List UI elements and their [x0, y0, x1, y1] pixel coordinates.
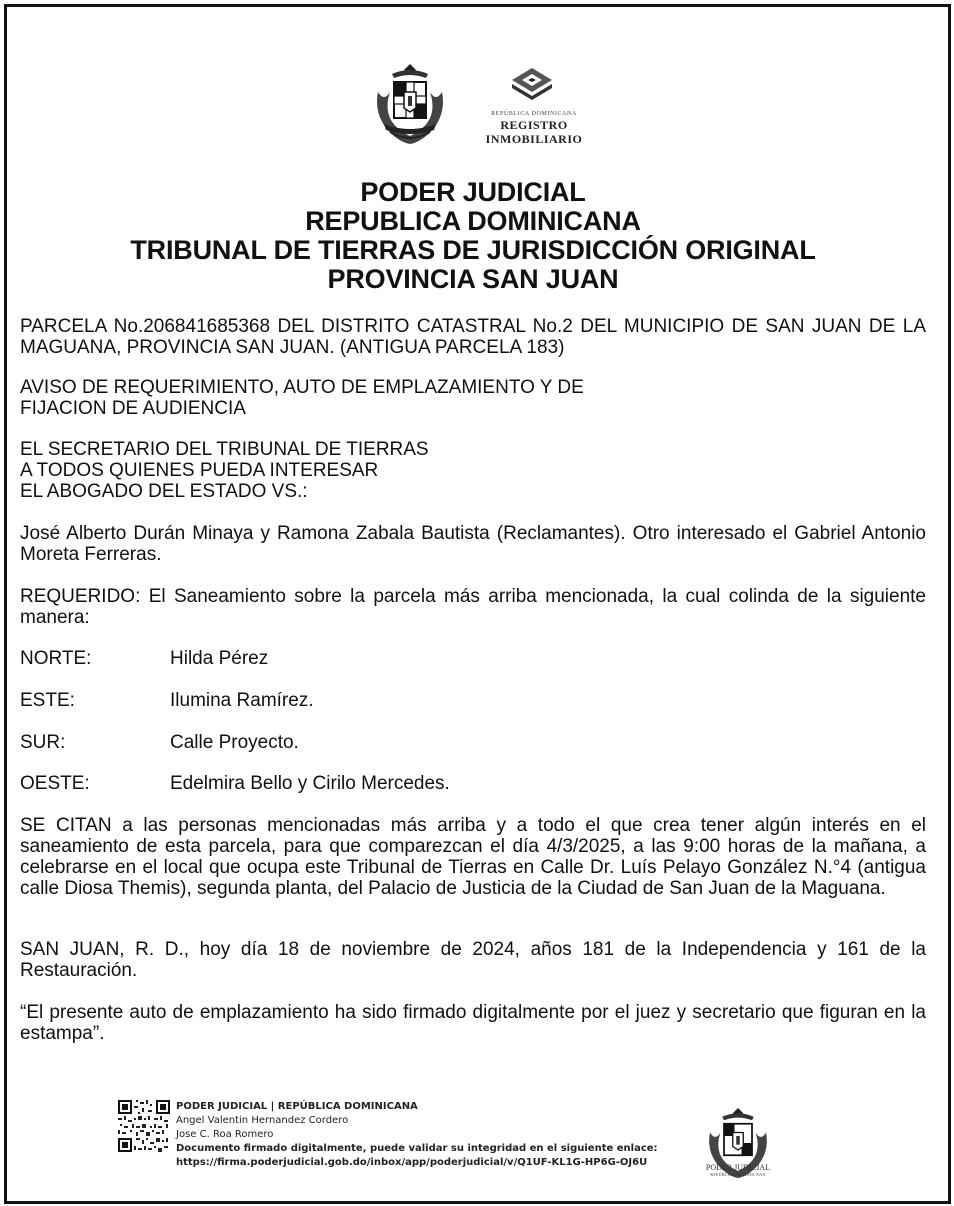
boundary-east	[20, 690, 314, 711]
secretario-paragraph	[20, 439, 926, 502]
secretario-line-3: EL ABOGADO DEL ESTADO VS.:	[20, 481, 308, 502]
signature-notice: Documento firmado digitalmente, puede validar su integridad en el siguiente enlace:	[176, 1143, 658, 1154]
registro-logo-line2: REGISTRO	[500, 118, 568, 132]
boundary-south	[20, 732, 299, 753]
signer-2: Jose C. Roa Romero	[176, 1129, 274, 1140]
validation-link[interactable]: https://firma.poderjudicial.gob.do/inbox/app/poderjudicial/v/Q1UF-KL1G-HP6G-OJ6U	[176, 1157, 648, 1168]
citation-paragraph: SE CITAN a las personas mencionadas más arriba y a todo el que crea tener algún interés en el saneamiento de esta parcela, para que comparezcan el día 4/3/2025, a las 9:00 horas de la mañana, a celebrarse en el local que ocupa este Tribunal de Tierras en Calle Dr. Luís Pelayo González N.°4 (antigua calle Diosa Themis), segunda planta, del Palacio de Justicia de la Ciudad de San Juan de la Maguana.	[20, 815, 926, 899]
boundary-direction: ESTE:	[20, 690, 75, 711]
requerido-paragraph: REQUERIDO: El Saneamiento sobre la parcela más arriba mencionada, la cual colinda de la siguiente manera:	[20, 586, 926, 628]
parcela-paragraph: PARCELA No.206841685368 DEL DISTRITO CATASTRAL No.2 DEL MUNICIPIO DE SAN JUAN DE LA MAGUANA, PROVINCIA SAN JUAN. (ANTIGUA PARCELA 183)	[20, 316, 926, 358]
signer-1: Angel Valentin Hernandez Cordero	[176, 1115, 349, 1126]
signature-institution: PODER JUDICIAL | REPÚBLICA DOMINICANA	[176, 1101, 418, 1112]
boundary-value: Calle Proyecto.	[170, 732, 299, 753]
boundary-value: Ilumina Ramírez.	[170, 690, 314, 711]
title-line-4: PROVINCIA SAN JUAN	[327, 264, 619, 294]
seal-caption-subtitle: REPÚBLICA DOMINICANA	[710, 1172, 766, 1177]
secretario-line-1: EL SECRETARIO DEL TRIBUNAL DE TIERRAS	[20, 439, 429, 460]
boundary-north	[20, 648, 268, 669]
registro-logo-line3: INMOBILIARIO	[485, 132, 583, 146]
date-paragraph: SAN JUAN, R. D., hoy día 18 de noviembre de 2024, años 181 de la Independencia y 161 de la Restauración.	[20, 939, 926, 981]
document-title	[20, 178, 926, 294]
boundary-direction: OESTE:	[20, 773, 90, 794]
aviso-paragraph	[20, 377, 926, 419]
seal-caption-title: PODER JUDICIAL	[705, 1163, 771, 1172]
seal-caption	[703, 1163, 773, 1177]
registro-inmobiliario-logo-icon	[502, 68, 562, 114]
title-line-2: REPUBLICA DOMINICANA	[305, 206, 641, 236]
aviso-line-1: AVISO DE REQUERIMIENTO, AUTO DE EMPLAZAMIENTO Y DE	[20, 377, 584, 398]
boundary-west	[20, 773, 450, 794]
digital-signature-block	[176, 1099, 658, 1170]
signature-note-paragraph: “El presente auto de emplazamiento ha sido firmado digitalmente por el juez y secretario que figuran en la estampa”.	[20, 1002, 926, 1044]
title-line-3: TRIBUNAL DE TIERRAS DE JURISDICCIÓN ORIGINAL	[130, 235, 816, 265]
coat-of-arms-icon	[370, 62, 450, 146]
title-line-1: PODER JUDICIAL	[360, 177, 586, 207]
registro-logo-line1: REPÚBLICA DOMINICANA	[491, 111, 577, 117]
boundary-value: Hilda Pérez	[170, 648, 269, 669]
qr-code-icon[interactable]	[118, 1100, 170, 1152]
boundary-direction: NORTE:	[20, 648, 92, 669]
header-logos	[360, 62, 600, 152]
secretario-line-2: A TODOS QUIENES PUEDA INTERESAR	[20, 460, 379, 481]
parties-paragraph: José Alberto Durán Minaya y Ramona Zabala Bautista (Reclamantes). Otro interesado el Gabriel Antonio Moreta Ferreras.	[20, 523, 926, 565]
aviso-line-2: FIJACION DE AUDIENCIA	[20, 398, 246, 419]
boundary-value: Edelmira Bello y Cirilo Mercedes.	[170, 773, 450, 794]
boundary-direction: SUR:	[20, 732, 66, 753]
